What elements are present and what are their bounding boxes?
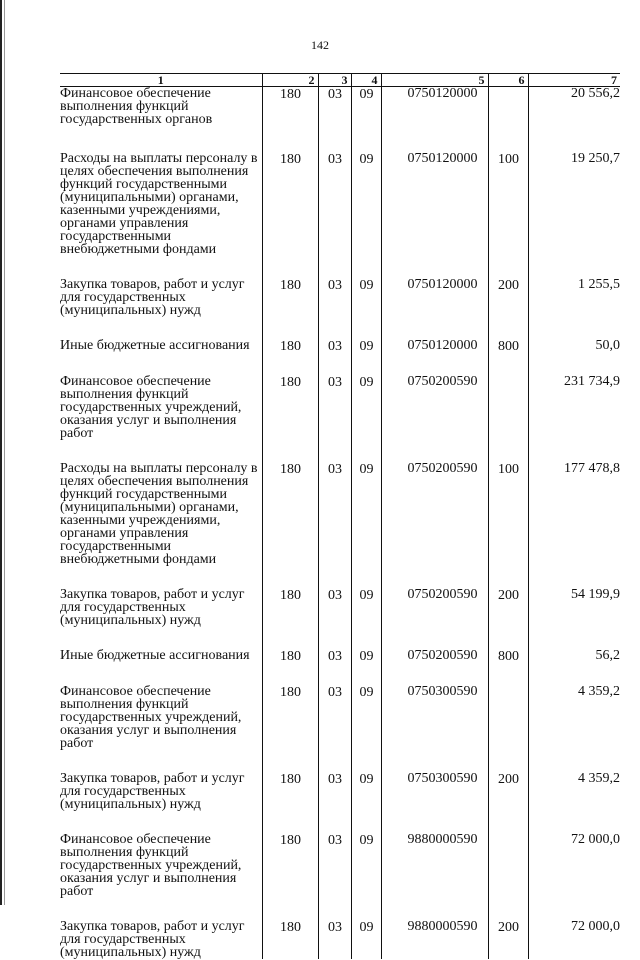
table-row <box>60 278 620 339</box>
row-description: Финансовое обеспечение выполнения функций государственных учреждений, оказания услуг и выполнения работ <box>60 832 242 899</box>
table-row <box>60 772 620 833</box>
row-expense-type: 200 <box>488 588 528 649</box>
row-col4: 09 <box>351 278 381 339</box>
row-col2: 180 <box>262 278 318 339</box>
row-description: Финансовое обеспечение выполнения функций государственных органов <box>60 86 213 127</box>
col-header-3: 3 <box>318 74 351 87</box>
table-row <box>60 462 620 588</box>
row-amount: 19 250,7 <box>528 152 620 278</box>
row-target-code: 0750120000 <box>381 278 488 339</box>
row-expense-type: 200 <box>488 278 528 339</box>
row-col2: 180 <box>262 772 318 833</box>
row-target-code: 0750120000 <box>381 87 488 153</box>
row-target-code: 9880000590 <box>381 920 488 959</box>
row-expense-type <box>488 833 528 920</box>
budget-table <box>60 73 620 959</box>
row-col3: 03 <box>318 278 351 339</box>
row-target-code: 0750200590 <box>381 649 488 685</box>
row-expense-type <box>488 685 528 772</box>
row-col2: 180 <box>262 375 318 462</box>
table-row <box>60 588 620 649</box>
row-col4: 09 <box>351 87 381 153</box>
row-col4: 09 <box>351 375 381 462</box>
col-header-7: 7 <box>528 74 620 87</box>
row-col2: 180 <box>262 833 318 920</box>
col-header-1: 1 <box>60 74 262 87</box>
row-col3: 03 <box>318 87 351 153</box>
row-target-code: 0750300590 <box>381 685 488 772</box>
row-target-code: 0750200590 <box>381 375 488 462</box>
table-row <box>60 649 620 685</box>
row-description: Закупка товаров, работ и услуг для государственных (муниципальных) нужд <box>60 771 245 812</box>
row-col3: 03 <box>318 588 351 649</box>
row-col4: 09 <box>351 339 381 375</box>
table-row <box>60 685 620 772</box>
row-target-code: 0750300590 <box>381 772 488 833</box>
table-row <box>60 152 620 278</box>
table-row <box>60 339 620 375</box>
row-col4: 09 <box>351 772 381 833</box>
row-description: Закупка товаров, работ и услуг для государственных (муниципальных) нужд <box>60 277 245 318</box>
row-description: Финансовое обеспечение выполнения функций государственных учреждений, оказания услуг и выполнения работ <box>60 374 242 441</box>
row-amount: 56,2 <box>528 649 620 685</box>
row-col4: 09 <box>351 649 381 685</box>
scan-edge <box>0 0 2 905</box>
scan-edge-shadow <box>4 0 5 905</box>
row-col2: 180 <box>262 152 318 278</box>
row-target-code: 0750120000 <box>381 339 488 375</box>
table-row <box>60 920 620 959</box>
row-target-code: 9880000590 <box>381 833 488 920</box>
row-amount: 72 000,0 <box>528 920 620 959</box>
row-col2: 180 <box>262 649 318 685</box>
row-amount: 231 734,9 <box>528 375 620 462</box>
row-col3: 03 <box>318 685 351 772</box>
row-expense-type: 200 <box>488 772 528 833</box>
row-amount: 4 359,2 <box>528 685 620 772</box>
row-amount: 54 199,9 <box>528 588 620 649</box>
row-col3: 03 <box>318 339 351 375</box>
row-col3: 03 <box>318 649 351 685</box>
row-amount: 177 478,8 <box>528 462 620 588</box>
row-col4: 09 <box>351 920 381 959</box>
col-header-2: 2 <box>262 74 318 87</box>
row-col4: 09 <box>351 152 381 278</box>
row-col3: 03 <box>318 152 351 278</box>
row-col2: 180 <box>262 685 318 772</box>
row-col2: 180 <box>262 339 318 375</box>
row-description: Закупка товаров, работ и услуг для государственных (муниципальных) нужд <box>60 919 245 960</box>
row-col3: 03 <box>318 772 351 833</box>
row-description: Иные бюджетные ассигнования <box>60 338 250 353</box>
row-col4: 09 <box>351 685 381 772</box>
row-expense-type: 100 <box>488 152 528 278</box>
col-header-5: 5 <box>381 74 488 87</box>
page-number: 142 <box>311 38 329 52</box>
row-target-code: 0750200590 <box>381 588 488 649</box>
col-header-6: 6 <box>488 74 528 87</box>
row-expense-type <box>488 87 528 153</box>
row-col3: 03 <box>318 462 351 588</box>
row-amount: 72 000,0 <box>528 833 620 920</box>
row-col4: 09 <box>351 588 381 649</box>
row-amount: 4 359,2 <box>528 772 620 833</box>
col-header-4: 4 <box>351 74 381 87</box>
table-row <box>60 375 620 462</box>
table-row <box>60 833 620 920</box>
row-col3: 03 <box>318 920 351 959</box>
row-amount: 20 556,2 <box>528 87 620 153</box>
row-target-code: 0750120000 <box>381 152 488 278</box>
row-col3: 03 <box>318 833 351 920</box>
row-col3: 03 <box>318 375 351 462</box>
row-description: Финансовое обеспечение выполнения функций государственных учреждений, оказания услуг и выполнения работ <box>60 684 242 751</box>
row-col4: 09 <box>351 833 381 920</box>
row-amount: 1 255,5 <box>528 278 620 339</box>
row-col2: 180 <box>262 87 318 153</box>
row-expense-type <box>488 375 528 462</box>
row-description: Расходы на выплаты персоналу в целях обеспечения выполнения функций государственными (муниципальными) органами, казенными учреждениями, органами управления государственными внебюджетными фондами <box>60 151 258 257</box>
row-col2: 180 <box>262 462 318 588</box>
row-description: Иные бюджетные ассигнования <box>60 648 250 663</box>
row-expense-type: 800 <box>488 649 528 685</box>
row-target-code: 0750200590 <box>381 462 488 588</box>
row-description: Закупка товаров, работ и услуг для государственных (муниципальных) нужд <box>60 587 245 628</box>
table-header-row <box>60 74 620 87</box>
row-col4: 09 <box>351 462 381 588</box>
row-expense-type: 800 <box>488 339 528 375</box>
row-description: Расходы на выплаты персоналу в целях обеспечения выполнения функций государственными (муниципальными) органами, казенными учреждениями, органами управления государственными внебюджетными фондами <box>60 461 258 567</box>
row-amount: 50,0 <box>528 339 620 375</box>
row-expense-type: 100 <box>488 462 528 588</box>
row-col2: 180 <box>262 588 318 649</box>
table-row <box>60 87 620 153</box>
row-expense-type: 200 <box>488 920 528 959</box>
row-col2: 180 <box>262 920 318 959</box>
